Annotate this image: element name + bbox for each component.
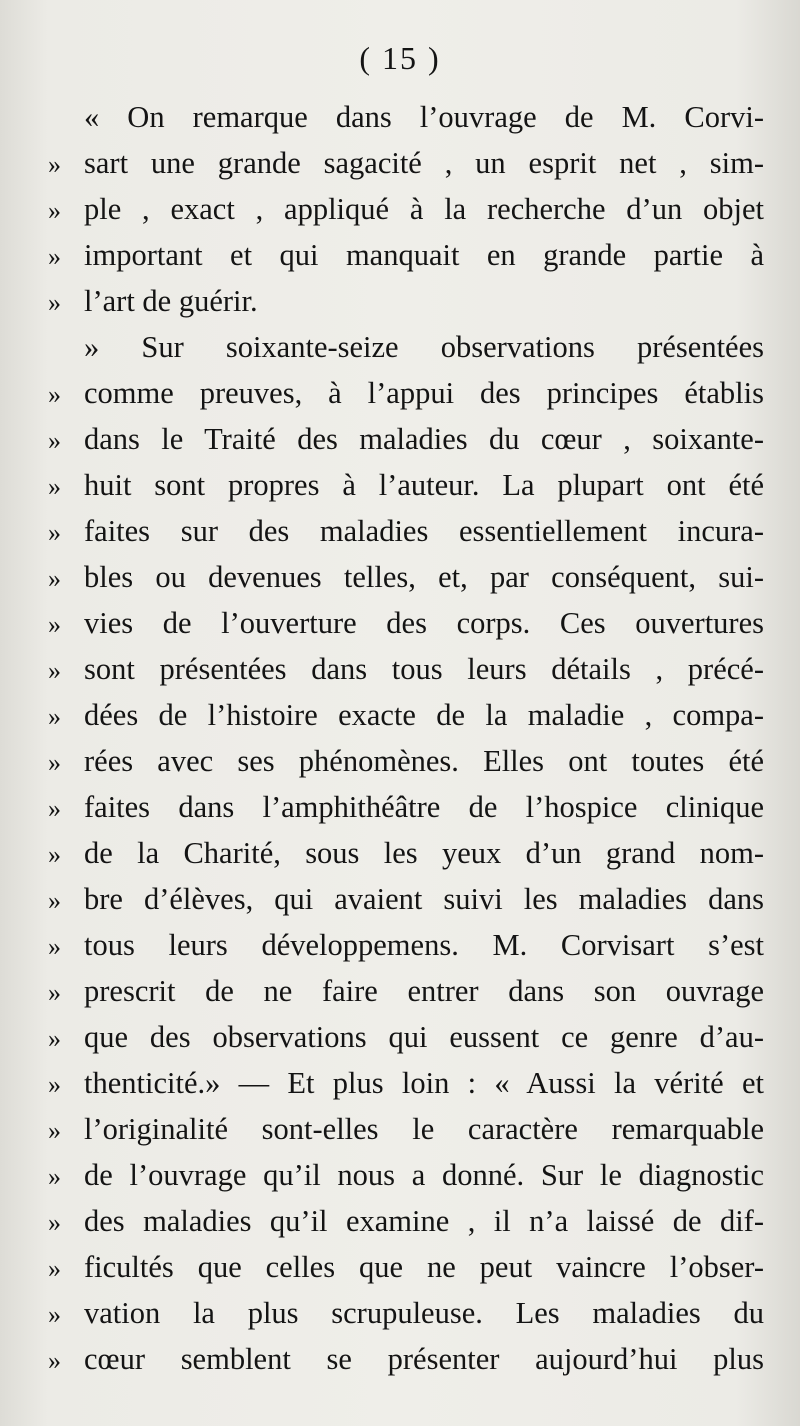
quote-mark: » [48, 1254, 61, 1283]
line-text: » Sur soixante-seize observations présentées [84, 330, 764, 364]
line-text: que des observations qui eussent ce genre d’au- [84, 1020, 764, 1054]
quote-mark: » [48, 564, 61, 593]
quote-mark: » [48, 840, 61, 869]
text-line [36, 1106, 764, 1152]
quote-mark: » [48, 748, 61, 777]
quote-mark: » [48, 288, 61, 317]
quote-mark: » [48, 886, 61, 915]
text-line [36, 324, 764, 370]
text-line [36, 830, 764, 876]
quote-mark: » [48, 978, 61, 1007]
quote-mark: » [48, 1346, 61, 1375]
quote-mark: » [48, 518, 61, 547]
quote-mark: » [48, 932, 61, 961]
quote-mark: » [48, 702, 61, 731]
text-line [36, 554, 764, 600]
quote-mark: » [48, 196, 61, 225]
text-line [36, 646, 764, 692]
quote-mark: » [48, 1070, 61, 1099]
line-text: dées de l’histoire exacte de la maladie , compa- [84, 698, 764, 732]
line-text: bles ou devenues telles, et, par conséquent, sui- [84, 560, 764, 594]
text-line [36, 876, 764, 922]
text-line [36, 232, 764, 278]
quote-mark: » [48, 610, 61, 639]
line-text: thenticité.» — Et plus loin : « Aussi la vérité et [84, 1066, 764, 1100]
text-line [36, 370, 764, 416]
text-line [36, 94, 764, 140]
text-line [36, 738, 764, 784]
text-line [36, 600, 764, 646]
line-text: dans le Traité des maladies du cœur , soixante- [84, 422, 764, 456]
quote-mark: » [48, 1024, 61, 1053]
line-text: des maladies qu’il examine , il n’a laissé de dif- [84, 1204, 764, 1238]
text-line [36, 1244, 764, 1290]
quote-mark: » [48, 426, 61, 455]
line-text: de l’ouvrage qu’il nous a donné. Sur le diagnostic [84, 1158, 764, 1192]
line-text: « On remarque dans l’ouvrage de M. Corvi- [84, 100, 764, 134]
quote-mark: » [48, 380, 61, 409]
text-line [36, 1290, 764, 1336]
line-text: ficultés que celles que ne peut vaincre l’obser- [84, 1250, 764, 1284]
line-text: comme preuves, à l’appui des principes établis [84, 376, 764, 410]
text-line [36, 1060, 764, 1106]
text-line [36, 186, 764, 232]
quote-mark: » [48, 1300, 61, 1329]
quote-mark: » [48, 1208, 61, 1237]
quote-mark: » [48, 472, 61, 501]
line-text: vies de l’ouverture des corps. Ces ouvertures [84, 606, 764, 640]
line-text: rées avec ses phénomènes. Elles ont toutes été [84, 744, 764, 778]
quote-mark: » [48, 656, 61, 685]
line-text: huit sont propres à l’auteur. La plupart ont été [84, 468, 764, 502]
text-body [36, 94, 764, 1382]
text-line [36, 1014, 764, 1060]
text-line [36, 1336, 764, 1382]
quote-mark: » [48, 1162, 61, 1191]
text-line [36, 784, 764, 830]
text-line [36, 278, 764, 324]
text-line [36, 140, 764, 186]
line-text: sont présentées dans tous leurs détails , précé- [84, 652, 764, 686]
line-text: l’originalité sont-elles le caractère remarquable [84, 1112, 764, 1146]
text-line [36, 1152, 764, 1198]
line-text: faites dans l’amphithéâtre de l’hospice clinique [84, 790, 764, 824]
line-text: bre d’élèves, qui avaient suivi les maladies dans [84, 882, 764, 916]
line-text: de la Charité, sous les yeux d’un grand nom- [84, 836, 764, 870]
line-text: prescrit de ne faire entrer dans son ouvrage [84, 974, 764, 1008]
text-line [36, 692, 764, 738]
text-line [36, 922, 764, 968]
line-text: important et qui manquait en grande partie à [84, 238, 764, 272]
line-text: vation la plus scrupuleuse. Les maladies du [84, 1296, 764, 1330]
text-line [36, 1198, 764, 1244]
quote-mark: » [48, 1116, 61, 1145]
line-text: cœur semblent se présenter aujourd’hui plus [84, 1342, 764, 1376]
page-number: ( 15 ) [359, 40, 441, 76]
quote-mark: » [48, 242, 61, 271]
text-line [36, 462, 764, 508]
line-text: tous leurs développemens. M. Corvisart s’est [84, 928, 764, 962]
quote-mark: » [48, 150, 61, 179]
text-line [36, 416, 764, 462]
line-text: ple , exact , appliqué à la recherche d’un objet [84, 192, 764, 226]
line-text: faites sur des maladies essentiellement incura- [84, 514, 764, 548]
text-line [36, 968, 764, 1014]
line-text: l’art de guérir. [84, 284, 258, 318]
quote-mark: » [48, 794, 61, 823]
line-text: sart une grande sagacité , un esprit net , sim- [84, 146, 764, 180]
text-line [36, 508, 764, 554]
